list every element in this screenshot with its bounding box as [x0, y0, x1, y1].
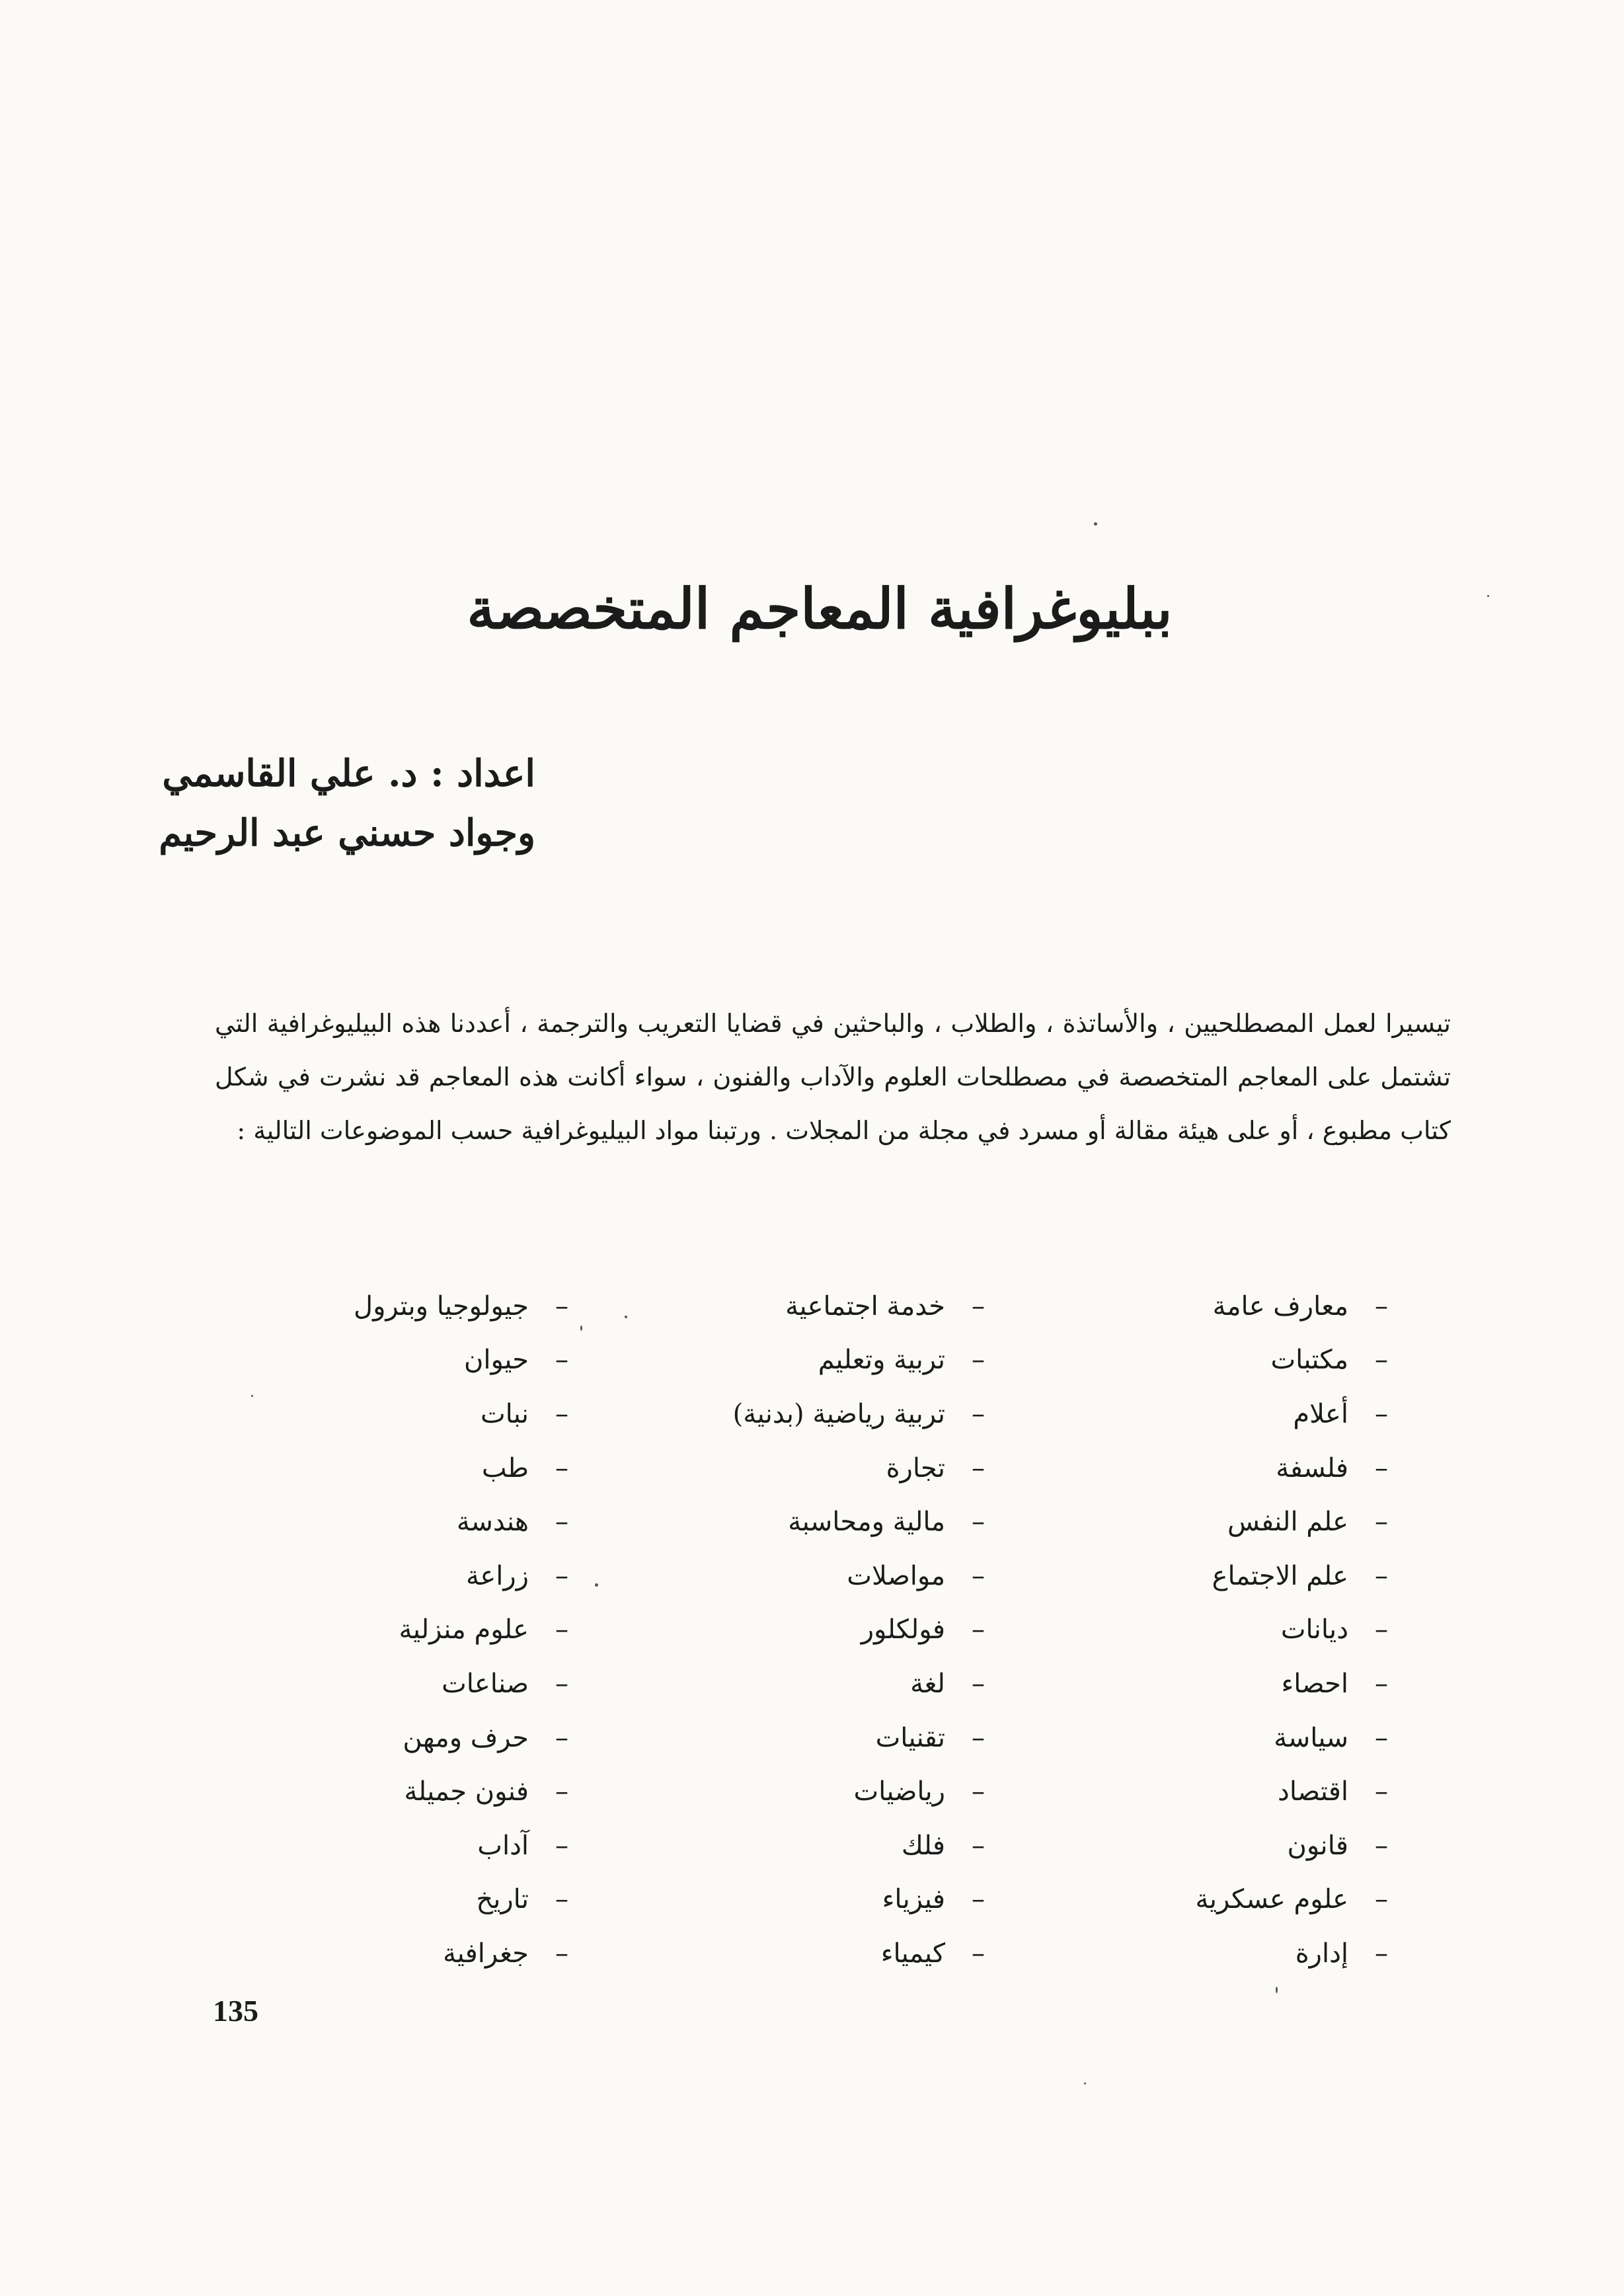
topic-label: علم الاجتماع: [1212, 1560, 1348, 1591]
list-dash: –: [1375, 1668, 1388, 1699]
list-dash: –: [1375, 1290, 1388, 1322]
list-dash: –: [1375, 1830, 1388, 1861]
topic-item: [615, 1603, 985, 1657]
list-dash: –: [555, 1614, 568, 1645]
topic-item: [615, 1657, 985, 1711]
list-dash: –: [555, 1345, 568, 1376]
topic-item: [1018, 1873, 1388, 1927]
list-dash: –: [555, 1290, 568, 1322]
topic-label: نبات: [480, 1398, 529, 1429]
topic-item: [198, 1333, 568, 1388]
topic-label: سياسة: [1274, 1722, 1348, 1753]
topic-label: جيولوجيا وبترول: [354, 1290, 529, 1322]
scan-speck: [1094, 522, 1097, 526]
topic-label: حرف ومهن: [403, 1722, 529, 1753]
list-dash: –: [555, 1398, 568, 1429]
topic-item: [198, 1764, 568, 1819]
intro-paragraph: تيسيرا لعمل المصطلحيين ، والأساتذة ، والطلاب ، والباحثين في قضايا التعريب والترجمة ، أعددنا هذه البيليوغرافية التي تشتمل على المعاجم المتخصصة في مصطلحات العلوم والآداب والفنون ، سواء أكانت هذه المعاجم قد نشرت في شكل كتاب مطبوع ، أو على هيئة مقالة أو مسرد في مجلة من المجلات . ورتبنا مواد البيليوغرافية حسب الموضوعات التالية :: [215, 1009, 1451, 1145]
list-dash: –: [1375, 1398, 1388, 1429]
topic-label: إدارة: [1295, 1938, 1348, 1969]
scan-speck: [1487, 595, 1489, 597]
topic-label: كيمياء: [880, 1938, 945, 1969]
topic-item: [1018, 1657, 1388, 1711]
list-dash: –: [1375, 1345, 1388, 1376]
topic-item: [615, 1926, 985, 1981]
topic-label: اقتصاد: [1278, 1776, 1348, 1807]
list-dash: –: [972, 1614, 985, 1645]
scan-speck: [1084, 2082, 1086, 2084]
authors-block: [159, 744, 535, 863]
list-dash: –: [555, 1884, 568, 1915]
topic-item: [198, 1926, 568, 1981]
topic-item: [198, 1495, 568, 1549]
topic-label: علوم منزلية: [399, 1614, 529, 1645]
scan-speck: [625, 1316, 627, 1318]
list-dash: –: [972, 1452, 985, 1484]
topics-column-3: [198, 1279, 568, 1981]
topic-label: فلسفة: [1276, 1452, 1348, 1484]
topic-label: هندسة: [456, 1507, 529, 1538]
topic-label: آداب: [477, 1830, 529, 1861]
list-dash: –: [1375, 1722, 1388, 1753]
topic-item: [1018, 1279, 1388, 1333]
list-dash: –: [972, 1560, 985, 1591]
list-dash: –: [555, 1830, 568, 1861]
list-dash: –: [972, 1398, 985, 1429]
topic-item: [198, 1279, 568, 1333]
topic-label: احصاء: [1281, 1668, 1348, 1699]
topic-item: [1018, 1495, 1388, 1549]
topic-item: [615, 1711, 985, 1765]
topic-item: [1018, 1441, 1388, 1495]
topic-label: صناعات: [442, 1668, 529, 1699]
topic-item: [615, 1873, 985, 1927]
topic-label: تاريخ: [476, 1884, 529, 1915]
list-dash: –: [972, 1776, 985, 1807]
topic-label: أعلام: [1293, 1398, 1348, 1429]
topic-item: [615, 1819, 985, 1873]
author-line-1: اعداد : د. علي القاسمي: [162, 752, 535, 795]
topic-label: فيزياء: [882, 1884, 945, 1915]
list-dash: –: [555, 1668, 568, 1699]
topic-item: [615, 1441, 985, 1495]
topic-label: فلك: [901, 1830, 945, 1861]
topic-item: [615, 1495, 985, 1549]
topic-label: طب: [481, 1452, 529, 1484]
list-dash: –: [972, 1884, 985, 1915]
list-dash: –: [972, 1345, 985, 1376]
list-dash: –: [972, 1290, 985, 1322]
list-dash: –: [972, 1722, 985, 1753]
topic-item: [615, 1333, 985, 1388]
topic-item: [198, 1603, 568, 1657]
topic-item: [615, 1387, 985, 1441]
topic-item: [1018, 1603, 1388, 1657]
list-dash: –: [1375, 1560, 1388, 1591]
topic-label: فنون جميلة: [404, 1776, 529, 1807]
topic-item: [198, 1711, 568, 1765]
list-dash: –: [555, 1452, 568, 1484]
topic-label: فولكلور: [861, 1614, 945, 1645]
list-dash: –: [555, 1776, 568, 1807]
list-dash: –: [555, 1722, 568, 1753]
topic-label: تقنيات: [875, 1722, 945, 1753]
topic-item: [1018, 1819, 1388, 1873]
list-dash: –: [555, 1560, 568, 1591]
topics-column-1: [1018, 1279, 1388, 1981]
scan-speck: [580, 1326, 582, 1331]
topic-label: تجارة: [886, 1452, 945, 1484]
topic-item: [1018, 1764, 1388, 1819]
topic-item: [1018, 1926, 1388, 1981]
page-title: ببليوغرافية المعاجم المتخصصة: [467, 576, 1173, 642]
list-dash: –: [972, 1668, 985, 1699]
topic-item: [615, 1549, 985, 1603]
topics-column-2: [615, 1279, 985, 1981]
list-dash: –: [1375, 1938, 1388, 1969]
list-dash: –: [972, 1507, 985, 1538]
author-line-2: وجواد حسني عبد الرحيم: [159, 811, 535, 855]
topic-item: [615, 1279, 985, 1333]
list-dash: –: [555, 1507, 568, 1538]
topic-label: جغرافية: [443, 1938, 529, 1969]
topic-item: [198, 1387, 568, 1441]
topic-label: علوم عسكرية: [1195, 1884, 1348, 1915]
topic-label: معارف عامة: [1212, 1290, 1348, 1322]
topic-item: [198, 1549, 568, 1603]
topic-label: خدمة اجتماعية: [785, 1290, 945, 1322]
list-dash: –: [972, 1938, 985, 1969]
list-dash: –: [1375, 1884, 1388, 1915]
topic-item: [1018, 1549, 1388, 1603]
topic-item: [198, 1441, 568, 1495]
topic-item: [198, 1819, 568, 1873]
page-number: 135: [213, 1994, 258, 2028]
scan-speck: [251, 1395, 253, 1397]
list-dash: –: [1375, 1452, 1388, 1484]
topic-item: [198, 1657, 568, 1711]
topic-label: قانون: [1287, 1830, 1348, 1861]
list-dash: –: [972, 1830, 985, 1861]
topic-label: علم النفس: [1227, 1507, 1348, 1538]
topic-label: تربية وتعليم: [818, 1345, 945, 1376]
topic-item: [1018, 1711, 1388, 1765]
list-dash: –: [555, 1938, 568, 1969]
scan-speck: [595, 1583, 598, 1587]
topic-item: [1018, 1333, 1388, 1388]
scan-speck: [1276, 1987, 1278, 1993]
topic-label: تربية رياضية (بدنية): [732, 1398, 945, 1429]
topic-label: حيوان: [464, 1345, 529, 1376]
list-dash: –: [1375, 1776, 1388, 1807]
topic-label: زراعة: [465, 1560, 529, 1591]
topic-label: مالية ومحاسبة: [788, 1507, 945, 1538]
topic-label: مواصلات: [847, 1560, 945, 1591]
topic-label: ديانات: [1280, 1614, 1348, 1645]
list-dash: –: [1375, 1507, 1388, 1538]
topic-item: [615, 1764, 985, 1819]
topic-label: لغة: [910, 1668, 945, 1699]
topic-label: مكتبات: [1270, 1345, 1348, 1376]
list-dash: –: [1375, 1614, 1388, 1645]
topic-label: رياضيات: [853, 1776, 945, 1807]
topic-item: [1018, 1387, 1388, 1441]
topic-item: [198, 1873, 568, 1927]
